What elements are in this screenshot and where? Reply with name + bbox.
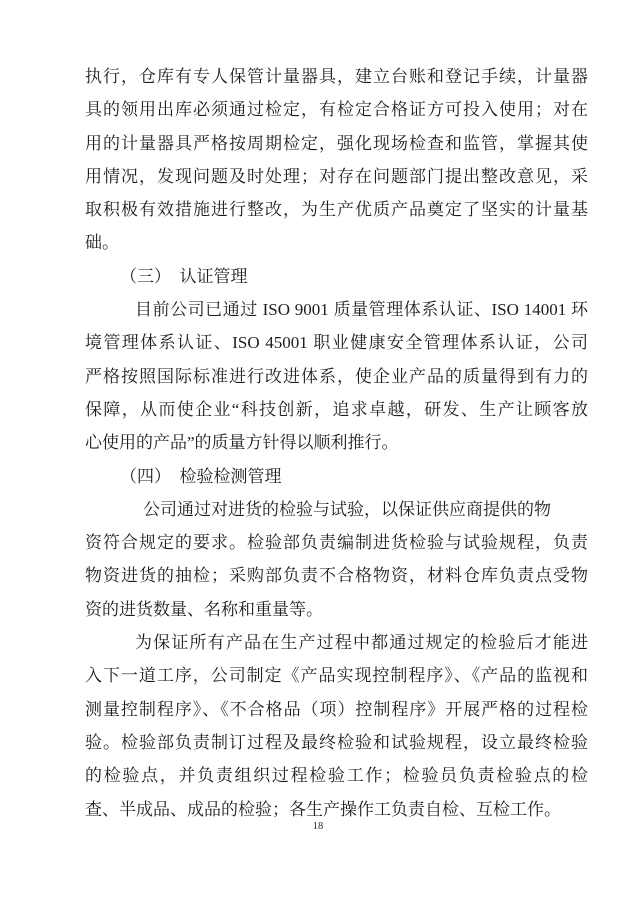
text-line: 心使用的产品”的质量方针得以顺利推行。 <box>85 433 399 453</box>
page-number: 18 <box>312 821 324 832</box>
text-line: 础。 <box>85 233 119 253</box>
text-line: 验。检验部负责制订过程及最终检验和试验规程，设立最终检验 <box>85 732 588 752</box>
text-line: 具的领用出库必须通过检定，有检定合格证方可投入使用；对在 <box>85 100 588 120</box>
text-line: 严格按照国际标准进行改进体系，使企业产品的质量得到有力的 <box>85 366 588 386</box>
section-heading-certification: （三） 认证管理 <box>120 266 248 286</box>
text-line: 的检验点，并负责组织过程检验工作；检验员负责检验点的检 <box>85 766 588 786</box>
text-line: 保障，从而使企业“科技创新，追求卓越，研发、生产让顾客放 <box>85 399 588 419</box>
text-line: 境管理体系认证、ISO 45001 职业健康安全管理体系认证，公司 <box>85 333 588 353</box>
text-line: 资的进货数量、名称和重量等。 <box>85 599 323 619</box>
text-line: 用的计量器具严格按周期检定，强化现场检查和监管，掌握其使 <box>85 133 588 153</box>
section-heading-inspection: （四） 检验检测管理 <box>120 466 282 486</box>
text-line: 用情况，发现问题及时处理；对存在问题部门提出整改意见，采 <box>85 166 588 186</box>
text-line: 目前公司已通过 ISO 9001 质量管理体系认证、ISO 14001 环 <box>135 300 588 320</box>
text-line: 查、半成品、成品的检验；各生产操作工负责自检、互检工作。 <box>85 799 561 819</box>
text-line: 入下一道工序，公司制定《产品实现控制程序》、《产品的监视和 <box>85 666 588 686</box>
text-line: 取积极有效措施进行整改，为生产优质产品奠定了坚实的计量基 <box>85 200 588 220</box>
text-line: 物资进货的抽检；采购部负责不合格物资，材料仓库负责点受物 <box>85 566 588 586</box>
text-line: 公司通过对进货的检验与试验，以保证供应商提供的物 <box>143 499 551 519</box>
text-line: 执行，仓库有专人保管计量器具，建立台账和登记手续，计量器 <box>85 67 588 86</box>
text-line: 测量控制程序》、《不合格品（项）控制程序》开展严格的过程检 <box>85 699 588 719</box>
document-body <box>85 60 588 826</box>
text-line: 为保证所有产品在生产过程中都通过规定的检验后才能进 <box>135 633 588 653</box>
text-line: 资符合规定的要求。检验部负责编制进货检验与试验规程，负责 <box>85 533 588 553</box>
